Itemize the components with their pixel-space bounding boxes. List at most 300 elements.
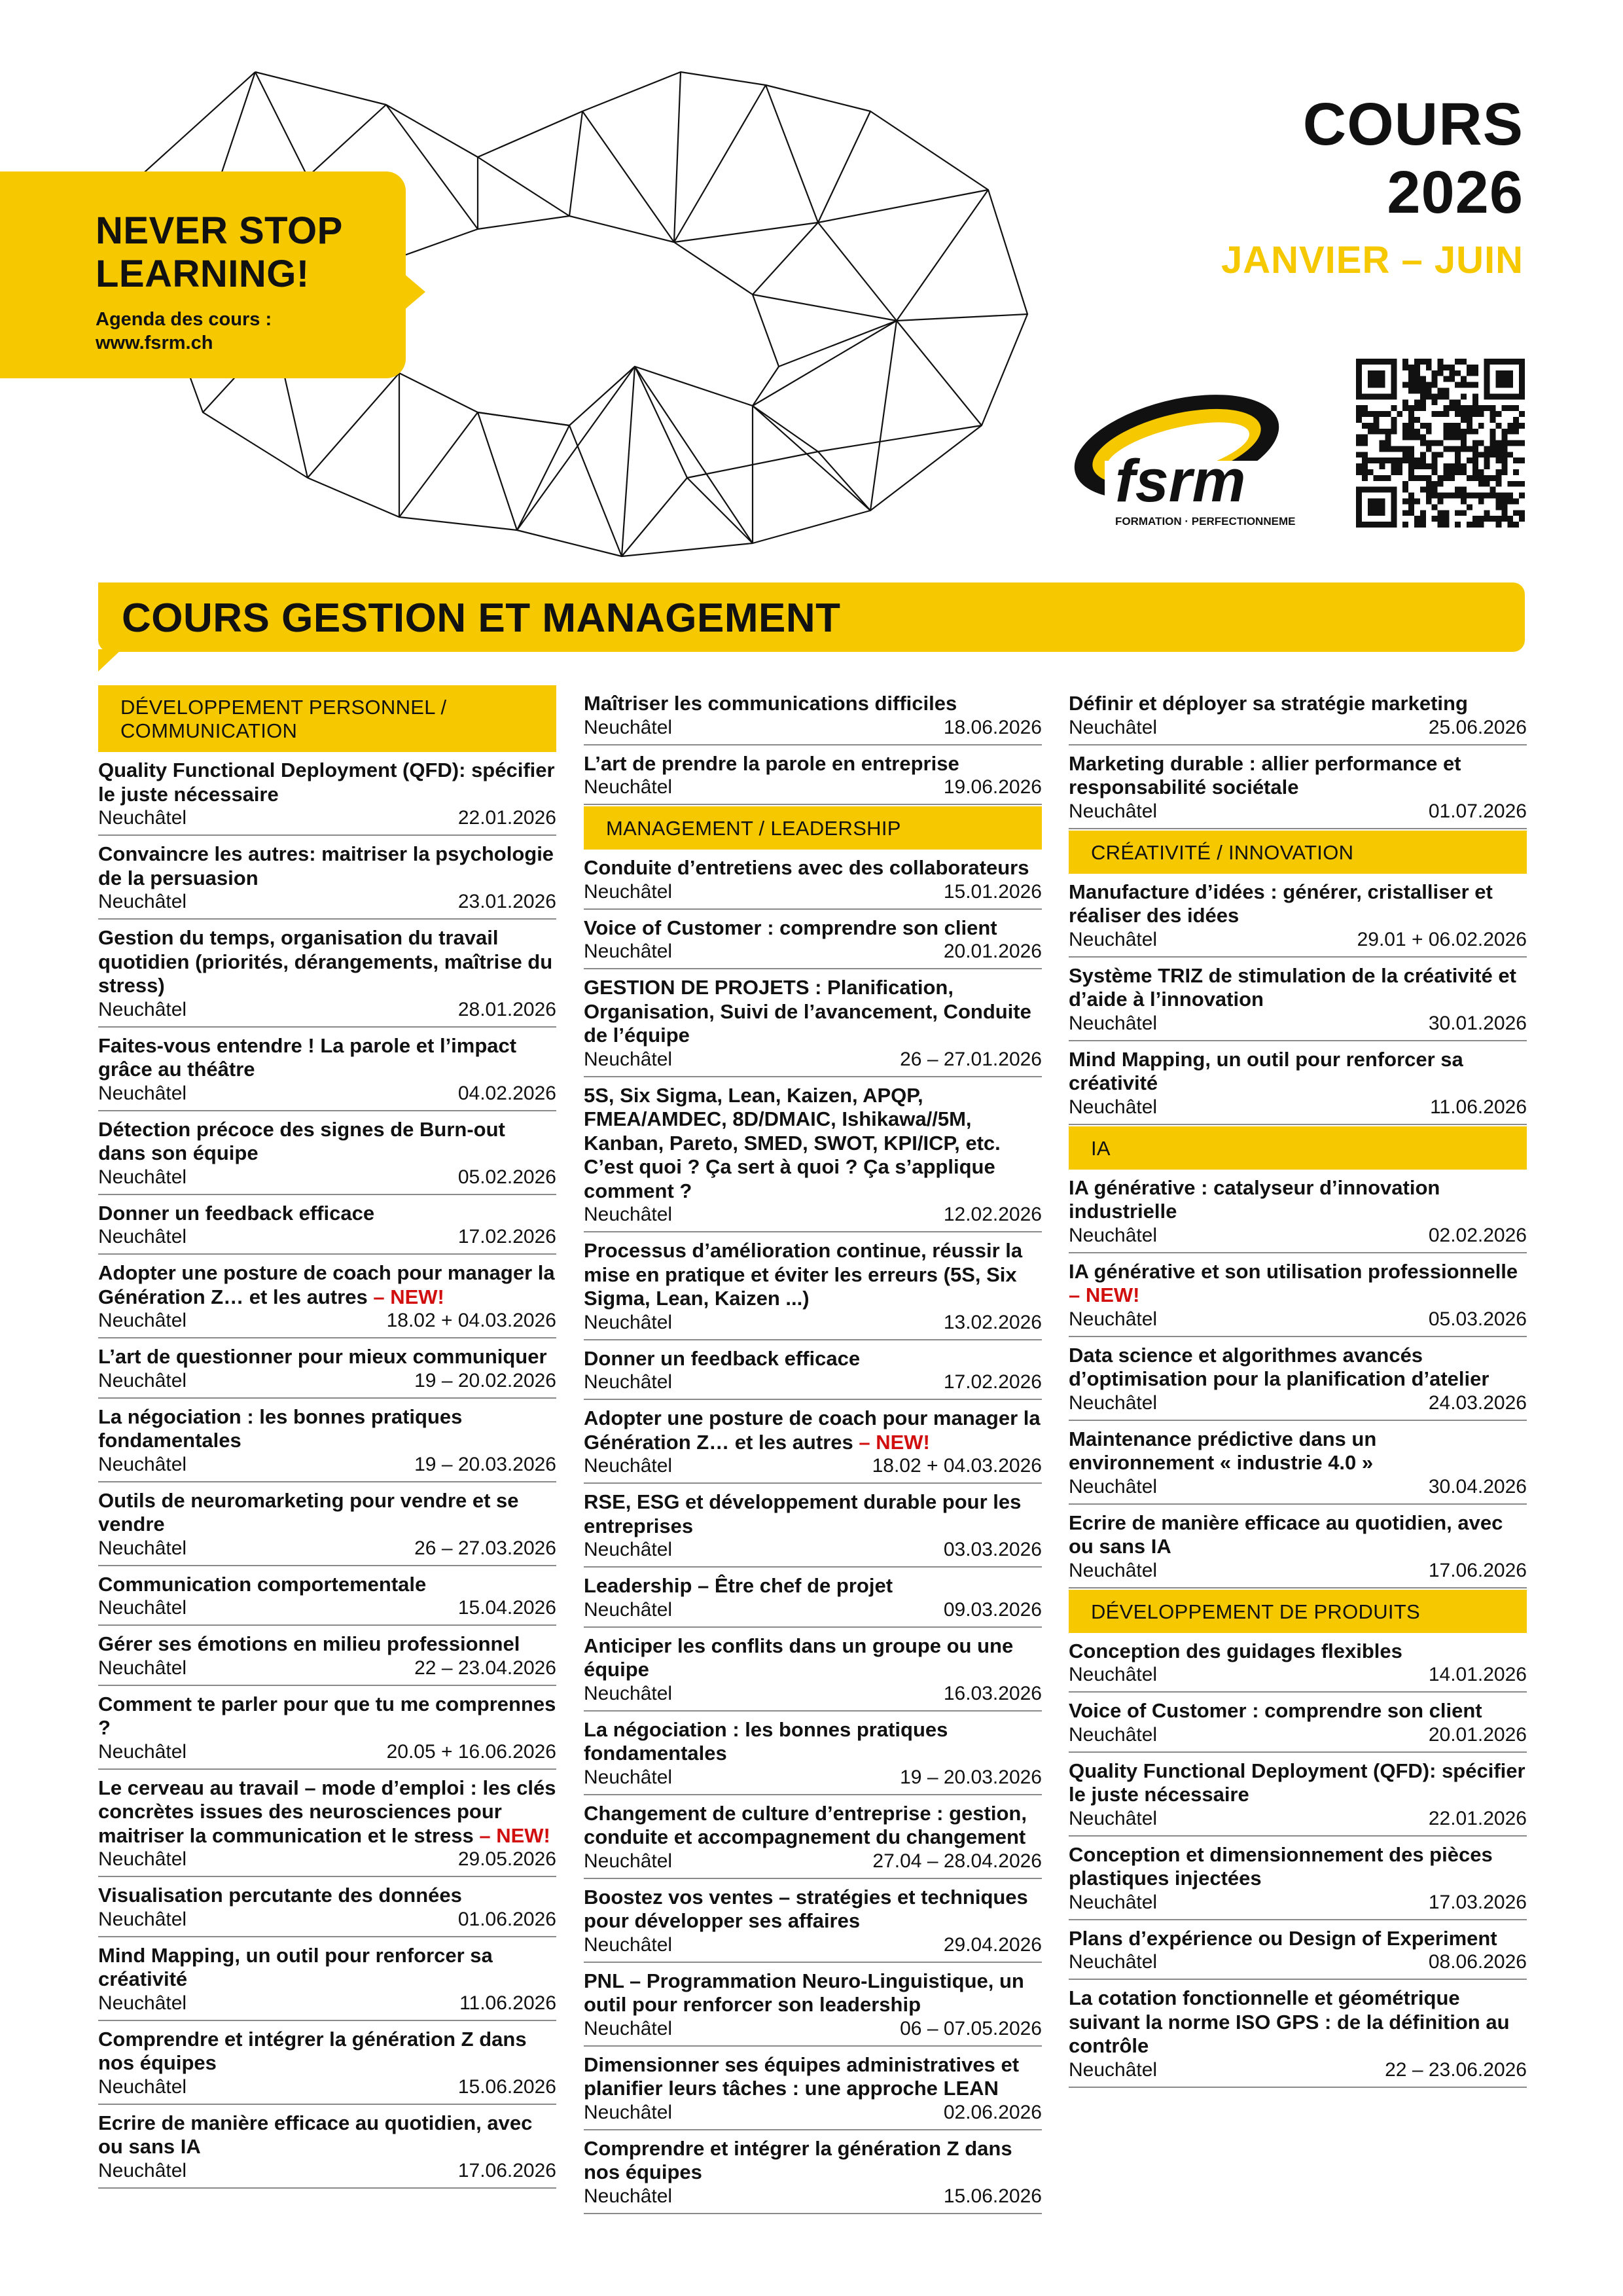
course-date: 29.05.2026	[457, 1848, 556, 1870]
course-date: 19 – 20.03.2026	[414, 1453, 556, 1475]
course-date: 15.06.2026	[943, 2185, 1042, 2207]
course-date: 22 – 23.04.2026	[414, 1657, 556, 1679]
course-title-text: Boostez vos ventes – stratégies et techniques pour développer ses affaires	[584, 1885, 1028, 1932]
course-meta	[584, 1682, 1042, 1705]
course-item[interactable]	[1069, 1837, 1527, 1920]
course-location: Neuchâtel	[584, 1455, 673, 1477]
course-location: Neuchâtel	[1069, 1951, 1158, 1973]
course-title	[1069, 692, 1527, 716]
course-title	[98, 1489, 556, 1537]
course-date: 19 – 20.03.2026	[900, 1766, 1042, 1788]
course-date: 18.02 + 04.03.2026	[386, 1310, 556, 1331]
category-header: DÉVELOPPEMENT PERSONNEL / COMMUNICATION	[98, 685, 556, 752]
course-title	[98, 1944, 556, 1992]
course-location: Neuchâtel	[98, 1908, 187, 1930]
course-meta	[98, 806, 556, 829]
course-title	[98, 2028, 556, 2075]
course-title-text: La négociation : les bonnes pratiques fondamentales	[584, 1717, 948, 1765]
course-item[interactable]	[1069, 1920, 1527, 1981]
course-date: 28.01.2026	[457, 998, 556, 1020]
course-location: Neuchâtel	[98, 1537, 187, 1559]
course-date: 26 – 27.01.2026	[900, 1048, 1042, 1070]
course-title	[584, 856, 1042, 880]
course-location: Neuchâtel	[584, 1311, 673, 1333]
course-location: Neuchâtel	[1069, 928, 1158, 950]
course-date: 27.04 – 28.04.2026	[872, 1850, 1042, 1872]
course-location: Neuchâtel	[1069, 1664, 1158, 1685]
course-item[interactable]	[584, 910, 1042, 970]
logo-wordmark: fsrm	[1115, 448, 1246, 514]
course-title	[98, 1405, 556, 1453]
course-location: Neuchâtel	[98, 1082, 187, 1104]
category-header: CRÉATIVITÉ / INNOVATION	[1069, 831, 1527, 874]
course-title-text: IA générative et son utilisation professionnelle	[1069, 1259, 1518, 1283]
course-date: 11.06.2026	[1430, 1096, 1527, 1118]
course-title-text: Système TRIZ de stimulation de la créativité et d’aide à l’innovation	[1069, 963, 1516, 1011]
course-meta	[98, 1596, 556, 1619]
course-location: Neuchâtel	[98, 891, 187, 912]
course-item[interactable]	[1069, 745, 1527, 829]
section-title: COURS GESTION ET MANAGEMENT	[122, 596, 841, 641]
course-title	[98, 926, 556, 998]
course-title	[584, 1802, 1042, 1850]
course-location: Neuchâtel	[1069, 716, 1158, 738]
agenda-url-link[interactable]: www.fsrm.ch	[96, 332, 213, 353]
course-meta	[1069, 1723, 1527, 1746]
course-location: Neuchâtel	[1069, 1096, 1158, 1118]
section-banner	[98, 583, 1525, 652]
course-location: Neuchâtel	[1069, 1891, 1158, 1913]
course-item[interactable]	[584, 1484, 1042, 1568]
course-title-text: Marketing durable : allier performance et responsabilité sociétale	[1069, 751, 1461, 798]
course-title	[98, 1034, 556, 1082]
course-title-text: Adopter une posture de coach pour manager la Génération Z… et les autres	[98, 1261, 555, 1308]
course-location: Neuchâtel	[98, 998, 187, 1020]
course-date: 02.02.2026	[1428, 1224, 1527, 1246]
course-title-text: Changement de culture d’entreprise : gestion, conduite et accompagnement du changement	[584, 1801, 1027, 1848]
course-location: Neuchâtel	[98, 807, 187, 829]
course-location: Neuchâtel	[98, 1369, 187, 1391]
course-date: 16.03.2026	[943, 1682, 1042, 1704]
course-item[interactable]	[1069, 1980, 1527, 2088]
course-meta	[1069, 1950, 1527, 1973]
course-item[interactable]	[98, 836, 556, 920]
course-item[interactable]	[584, 1628, 1042, 1712]
course-title	[584, 692, 1042, 716]
course-meta	[98, 1225, 556, 1248]
course-title-text: Voice of Customer : comprendre son client	[1069, 1699, 1482, 1722]
course-title-text: Maintenance prédictive dans un environnement « industrie 4.0 »	[1069, 1427, 1377, 1474]
course-item[interactable]	[584, 969, 1042, 1077]
course-meta	[1069, 1012, 1527, 1035]
fsrm-logo	[1065, 385, 1296, 535]
course-item[interactable]	[584, 2130, 1042, 2214]
new-badge: – NEW!	[473, 1823, 550, 1847]
course-location: Neuchâtel	[1069, 1723, 1158, 1746]
course-location: Neuchâtel	[584, 1850, 673, 1872]
course-meta	[98, 2159, 556, 2182]
course-title-text: Donner un feedback efficace	[584, 1346, 861, 1370]
course-item[interactable]	[1069, 1505, 1527, 1588]
course-title-text: Donner un feedback efficace	[98, 1201, 375, 1225]
course-meta	[584, 1048, 1042, 1071]
new-badge: – NEW!	[853, 1430, 930, 1454]
course-meta	[584, 716, 1042, 739]
course-date: 02.06.2026	[943, 2101, 1042, 2123]
logo-tagline: FORMATION · PERFECTIONNEMENT	[1115, 515, 1296, 528]
course-title-text: Plans d’expérience ou Design of Experiment	[1069, 1926, 1497, 1950]
course-title-text: Comprendre et intégrer la génération Z dans nos équipes	[584, 2136, 1012, 2183]
course-location: Neuchâtel	[584, 1766, 673, 1788]
course-title	[98, 1573, 556, 1597]
course-location: Neuchâtel	[1069, 1391, 1158, 1414]
course-location: Neuchâtel	[98, 1848, 187, 1870]
course-item[interactable]	[1069, 685, 1527, 745]
course-item[interactable]	[1069, 958, 1527, 1041]
course-title-text: Conception et dimensionnement des pièces plastiques injectées	[1069, 1842, 1493, 1890]
slogan-line-2: LEARNING!	[96, 253, 310, 295]
course-title	[98, 759, 556, 806]
course-title	[584, 1969, 1042, 2017]
course-item[interactable]	[584, 745, 1042, 806]
course-date: 13.02.2026	[943, 1311, 1042, 1333]
course-meta	[98, 1908, 556, 1931]
course-title-text: La cotation fonctionnelle et géométrique suivant la norme ISO GPS : de la définition au contrôle	[1069, 1986, 1510, 2057]
course-date: 17.02.2026	[943, 1371, 1042, 1393]
course-item[interactable]	[98, 1626, 556, 1686]
course-title	[1069, 1344, 1527, 1391]
course-date: 23.01.2026	[457, 891, 556, 912]
course-title	[584, 2053, 1042, 2101]
course-meta	[584, 1766, 1042, 1789]
course-location: Neuchâtel	[98, 2075, 187, 2098]
course-meta	[584, 1850, 1042, 1873]
course-date: 12.02.2026	[943, 1204, 1042, 1225]
course-item[interactable]	[98, 1877, 556, 1937]
course-location: Neuchâtel	[1069, 1308, 1158, 1330]
course-location: Neuchâtel	[98, 1453, 187, 1475]
course-title	[1069, 1986, 1527, 2058]
course-title	[584, 1634, 1042, 1682]
course-title	[584, 916, 1042, 941]
course-location: Neuchâtel	[1069, 1807, 1158, 1829]
course-item[interactable]	[98, 1566, 556, 1626]
course-meta	[584, 1311, 1042, 1334]
course-title-text: La négociation : les bonnes pratiques fondamentales	[98, 1405, 463, 1452]
course-location: Neuchâtel	[98, 1740, 187, 1763]
course-location: Neuchâtel	[1069, 1224, 1158, 1246]
course-item[interactable]	[98, 1338, 556, 1399]
course-date: 15.06.2026	[457, 2075, 556, 2098]
course-item[interactable]	[584, 1712, 1042, 1795]
course-date: 20.01.2026	[943, 941, 1042, 962]
course-meta	[98, 1848, 556, 1871]
course-meta	[584, 880, 1042, 903]
course-item[interactable]	[98, 1482, 556, 1566]
course-title-text: Anticiper les conflits dans un groupe ou une équipe	[584, 1634, 1014, 1681]
course-meta	[584, 776, 1042, 798]
course-title	[1069, 1699, 1527, 1723]
course-meta	[98, 890, 556, 913]
course-title-text: Comment te parler pour que tu me comprennes ?	[98, 1692, 556, 1739]
course-meta	[98, 1369, 556, 1392]
course-date: 01.07.2026	[1428, 800, 1527, 822]
course-title-text: Gestion du temps, organisation du travail quotidien (priorités, dérangements, maîtrise du stress)	[98, 926, 553, 997]
course-title-text: Faites-vous entendre ! La parole et l’impact grâce au théâtre	[98, 1033, 517, 1081]
course-item[interactable]	[1069, 1421, 1527, 1505]
course-location: Neuchâtel	[1069, 1475, 1158, 1498]
course-location: Neuchâtel	[584, 1598, 673, 1621]
course-item[interactable]	[98, 1937, 556, 2021]
course-item[interactable]	[584, 1400, 1042, 1484]
course-date: 14.01.2026	[1428, 1664, 1527, 1685]
course-item[interactable]	[98, 1770, 556, 1878]
course-date: 19 – 20.02.2026	[414, 1369, 556, 1391]
course-meta	[1069, 800, 1527, 823]
course-column-3	[1069, 685, 1527, 2088]
course-title	[584, 976, 1042, 1048]
course-date: 20.01.2026	[1428, 1723, 1527, 1746]
course-title-text: Convaincre les autres: maitriser la psychologie de la persuasion	[98, 842, 554, 889]
course-meta	[98, 1309, 556, 1332]
course-location: Neuchâtel	[584, 880, 673, 903]
course-title-text: PNL – Programmation Neuro-Linguistique, un outil pour renforcer son leadership	[584, 1969, 1024, 2016]
course-date: 26 – 27.03.2026	[414, 1537, 556, 1559]
slogan-bubble	[0, 171, 406, 378]
course-title	[1069, 752, 1527, 800]
category-header: DÉVELOPPEMENT DE PRODUITS	[1069, 1590, 1527, 1633]
course-item[interactable]	[584, 1232, 1042, 1340]
course-title	[584, 752, 1042, 776]
course-title	[98, 1345, 556, 1369]
course-date: 17.06.2026	[1428, 1559, 1527, 1581]
course-item[interactable]	[1069, 1633, 1527, 1693]
course-date: 17.03.2026	[1428, 1891, 1527, 1913]
course-item[interactable]	[1069, 1041, 1527, 1125]
new-badge: – NEW!	[1069, 1283, 1140, 1306]
course-meta	[98, 2075, 556, 2098]
course-item[interactable]	[1069, 1253, 1527, 1337]
course-title-text: GESTION DE PROJETS : Planification, Organisation, Suivi de l’avancement, Conduite de l’équipe	[584, 976, 1031, 1047]
course-item[interactable]	[98, 1028, 556, 1111]
course-item[interactable]	[584, 685, 1042, 745]
course-meta	[584, 2101, 1042, 2124]
course-column-1	[98, 685, 556, 2189]
course-item[interactable]	[98, 1255, 556, 1338]
course-meta	[1069, 716, 1527, 739]
course-item[interactable]	[1069, 1753, 1527, 1837]
course-date: 22.01.2026	[457, 807, 556, 829]
course-title	[98, 1202, 556, 1226]
period-label: JANVIER – JUIN	[1221, 239, 1524, 281]
category-header: IA	[1069, 1126, 1527, 1170]
course-item[interactable]	[584, 1340, 1042, 1401]
course-location: Neuchâtel	[584, 2101, 673, 2123]
course-column-2	[584, 685, 1042, 2214]
course-location: Neuchâtel	[98, 1657, 187, 1679]
course-item[interactable]	[98, 752, 556, 836]
course-location: Neuchâtel	[584, 716, 673, 738]
course-title-text: Maîtriser les communications difficiles	[584, 692, 957, 715]
course-title-text: Mind Mapping, un outil pour renforcer sa créativité	[1069, 1047, 1463, 1094]
course-meta	[1069, 1391, 1527, 1414]
course-date: 11.06.2026	[459, 1992, 556, 2014]
course-location: Neuchâtel	[584, 1682, 673, 1704]
course-location: Neuchâtel	[584, 1539, 673, 1560]
course-title-text: Mind Mapping, un outil pour renforcer sa créativité	[98, 1943, 493, 1990]
course-date: 18.02 + 04.03.2026	[872, 1455, 1042, 1477]
course-title	[98, 1693, 556, 1740]
course-title-text: IA générative : catalyseur d’innovation industrielle	[1069, 1175, 1440, 1223]
course-title-text: L’art de questionner pour mieux communiquer	[98, 1345, 547, 1368]
course-title	[584, 1347, 1042, 1371]
course-location: Neuchâtel	[584, 941, 673, 962]
course-item[interactable]	[98, 1195, 556, 1255]
course-item[interactable]	[584, 1568, 1042, 1628]
course-date: 17.02.2026	[457, 1226, 556, 1247]
banner-tail	[98, 649, 122, 672]
course-title	[1069, 1927, 1527, 1951]
course-item[interactable]	[584, 1963, 1042, 2047]
course-meta	[1069, 1807, 1527, 1830]
course-title	[584, 2137, 1042, 2185]
course-title	[1069, 880, 1527, 928]
course-item[interactable]	[98, 920, 556, 1028]
course-meta	[98, 1453, 556, 1476]
course-date: 01.06.2026	[457, 1908, 556, 1930]
course-meta	[584, 1203, 1042, 1226]
course-date: 25.06.2026	[1428, 716, 1527, 738]
course-meta	[584, 1371, 1042, 1393]
course-title	[98, 2111, 556, 2159]
course-item[interactable]	[1069, 1693, 1527, 1753]
course-date: 05.03.2026	[1428, 1308, 1527, 1330]
course-title-text: Communication comportementale	[98, 1572, 427, 1596]
course-title	[584, 1574, 1042, 1598]
course-title	[1069, 1640, 1527, 1664]
course-title-text: Dimensionner ses équipes administratives et planifier leurs tâches : une approche LEAN	[584, 2053, 1020, 2100]
course-title-text: Quality Functional Deployment (QFD): spécifier le juste nécessaire	[98, 759, 555, 806]
course-title-text: RSE, ESG et développement durable pour les entreprises	[584, 1490, 1022, 1537]
course-title	[1069, 1511, 1527, 1559]
course-title-text: Comprendre et intégrer la génération Z dans nos équipes	[98, 2027, 527, 2074]
course-item[interactable]	[584, 1077, 1042, 1233]
course-item[interactable]	[98, 2021, 556, 2105]
course-meta	[98, 1740, 556, 1763]
page-title	[1303, 90, 1524, 226]
course-date: 20.05 + 16.06.2026	[386, 1740, 556, 1763]
course-title	[98, 1632, 556, 1657]
course-date: 22.01.2026	[1428, 1807, 1527, 1829]
course-title-text: Data science et algorithmes avancés d’optimisation pour la planification d’atelier	[1069, 1343, 1489, 1390]
title-line-1: COURS	[1302, 91, 1524, 158]
course-location: Neuchâtel	[98, 1992, 187, 2014]
bubble-tail	[399, 270, 425, 314]
course-item[interactable]	[1069, 1337, 1527, 1421]
course-title-text: 5S, Six Sigma, Lean, Kaizen, APQP, FMEA/AMDEC, 8D/DMAIC, Ishikawa//5M, Kanban, Pareto, SMED, SWOT, KPI/ICP, etc. C’est quoi ? Ça sert à quoi ? Ça s’applique comment ?	[584, 1083, 1001, 1202]
course-date: 30.01.2026	[1428, 1012, 1527, 1034]
course-date: 03.03.2026	[943, 1539, 1042, 1560]
course-title	[584, 1084, 1042, 1204]
course-title	[584, 1407, 1042, 1454]
course-meta	[1069, 2058, 1527, 2081]
course-date: 22 – 23.06.2026	[1385, 2058, 1527, 2081]
new-badge: – NEW!	[367, 1285, 444, 1308]
course-meta	[1069, 1096, 1527, 1119]
qr-code[interactable]	[1356, 359, 1525, 528]
course-title	[1069, 1843, 1527, 1891]
course-title-text: Leadership – Être chef de projet	[584, 1574, 893, 1597]
course-location: Neuchâtel	[584, 2185, 673, 2207]
course-meta	[1069, 1224, 1527, 1247]
course-item[interactable]	[98, 1399, 556, 1482]
course-title-text: Quality Functional Deployment (QFD): spécifier le juste nécessaire	[1069, 1759, 1525, 1806]
course-title-text: Visualisation percutante des données	[98, 1884, 462, 1907]
course-item[interactable]	[584, 850, 1042, 910]
course-title	[98, 1261, 556, 1309]
course-location: Neuchâtel	[1069, 1012, 1158, 1034]
course-meta	[584, 2185, 1042, 2208]
course-title	[1069, 1176, 1527, 1224]
course-date: 24.03.2026	[1428, 1391, 1527, 1414]
course-date: 04.02.2026	[457, 1082, 556, 1104]
course-title-text: Adopter une posture de coach pour manager la Génération Z… et les autres	[584, 1407, 1041, 1454]
course-meta	[98, 1992, 556, 2015]
course-title-text: L’art de prendre la parole en entreprise	[584, 751, 959, 775]
course-meta	[98, 1537, 556, 1560]
course-title	[98, 842, 556, 890]
course-title	[584, 1239, 1042, 1311]
course-meta	[1069, 1475, 1527, 1498]
course-item[interactable]	[1069, 874, 1527, 958]
course-title	[98, 1776, 556, 1848]
course-title-text: Manufacture d’idées : générer, cristalliser et réaliser des idées	[1069, 880, 1493, 927]
course-item[interactable]	[584, 2047, 1042, 2130]
course-item[interactable]	[98, 2105, 556, 2189]
title-line-2: 2026	[1387, 159, 1524, 226]
course-title	[1069, 1427, 1527, 1475]
course-item[interactable]	[584, 1879, 1042, 1963]
course-item[interactable]	[98, 1686, 556, 1770]
course-location: Neuchâtel	[584, 1048, 673, 1070]
course-title	[1069, 1048, 1527, 1096]
course-title-text: Gérer ses émotions en milieu professionnel	[98, 1632, 520, 1655]
course-meta	[1069, 1308, 1527, 1331]
course-title	[1069, 1260, 1527, 1308]
course-title-text: Voice of Customer : comprendre son client	[584, 916, 997, 939]
course-title	[98, 1118, 556, 1166]
course-title-text: Ecrire de manière efficace au quotidien, avec ou sans IA	[98, 2111, 533, 2158]
course-title	[584, 1718, 1042, 1766]
course-date: 18.06.2026	[943, 716, 1042, 738]
course-item[interactable]	[584, 1795, 1042, 1879]
course-date: 17.06.2026	[457, 2159, 556, 2181]
course-date: 15.01.2026	[943, 880, 1042, 903]
course-item[interactable]	[98, 1111, 556, 1195]
course-date: 06 – 07.05.2026	[900, 2017, 1042, 2039]
course-location: Neuchâtel	[1069, 2058, 1158, 2081]
course-meta	[98, 1166, 556, 1189]
course-meta	[584, 1538, 1042, 1561]
course-meta	[1069, 928, 1527, 951]
course-date: 30.04.2026	[1428, 1475, 1527, 1498]
course-item[interactable]	[1069, 1170, 1527, 1253]
course-date: 05.02.2026	[457, 1166, 556, 1188]
course-location: Neuchâtel	[584, 1204, 673, 1225]
course-location: Neuchâtel	[1069, 1559, 1158, 1581]
course-meta	[584, 1454, 1042, 1477]
course-title	[1069, 1759, 1527, 1807]
